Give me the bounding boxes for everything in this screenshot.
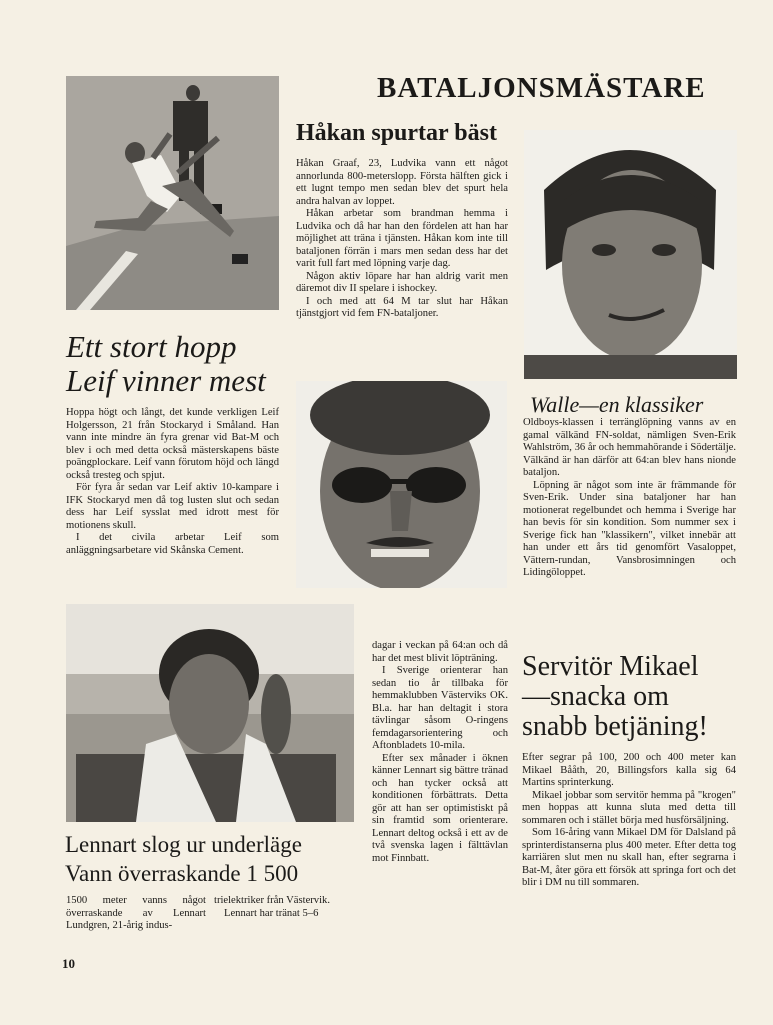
photo-walle bbox=[524, 130, 737, 379]
story5-paragraph: Mikael jobbar som servitör hemma på "krogen" men hoppas att kunna sluta med detta till sommaren och i stället börja med husförsäljning. bbox=[522, 789, 736, 826]
story1-paragraph: Håkan Graaf, 23, Ludvika vann ett något annorlunda 800-meterslopp. Första hälften gick i ett lugnt tempo men sedan blev det spurt hela andra halvan av loppet. bbox=[296, 158, 508, 207]
story4-col2 bbox=[214, 895, 354, 920]
story4-headline-line2: Vann överraskande 1 500 bbox=[65, 861, 299, 886]
story2-paragraph: I det civila arbetar Leif som anläggningsarbetare vid Skånska Cement. bbox=[66, 532, 279, 556]
story4-paragraph: Efter sex månader i öknen känner Lennart sig bättre tränad och han tycker också att konditionen förbättrats. Detta gör att han ser optimistiskt på sin framtid som orienterare. Lennart deltog också i ett av de två svenska lagen i fälttävlan mot Finnbatt. bbox=[372, 752, 508, 864]
story2-paragraph: Hoppa högt och långt, det kunde verkligen Leif Holgersson, 21 från Stockaryd i Småland. Han vann inte mindre än fyra grenar vid Bat-M och blev i och med detta också mästerskapens bäste poängplockare. Leif vann förutom höjd och längd också tresteg och spjut. bbox=[66, 407, 279, 481]
story1-body bbox=[296, 158, 508, 321]
story4-paragraph: Lennart har tränat 5–6 bbox=[224, 907, 319, 919]
story4-col3 bbox=[372, 640, 508, 865]
story5-headline-line3: snabb betjäning! bbox=[522, 711, 708, 742]
story1-paragraph: Håkan arbetar som brandman hemma i Ludvika och då har han den fördelen att han har möjlighet att träna i tjänsten. Håkan kom inte till bataljonen förrän i mars men sedan dess har det varit full fart med löpning varje dag. bbox=[296, 208, 508, 269]
story3-paragraph: Oldboys-klassen i terränglöpning vanns av en gamal välkänd FN-soldat, nämligen Sven-Erik Wahlström, 36 år och hemmahörande i Södertälje. Välkänd är han därför att 64:an blev hans nionde bataljon. bbox=[523, 417, 736, 478]
story1-paragraph: I och med att 64 M tar slut har Håkan tjänstgjort vid fem FN-bataljoner. bbox=[296, 295, 508, 319]
story4-headline-line1: Lennart slog ur underläge bbox=[65, 832, 302, 857]
story5-paragraph: Som 16-åring vann Mikael DM för Dalsland på sprinterdistanserna plus 400 meter. Efter detta tog karriären slut men nu skall han, efter segrarna i Bat-M, åter göra ett försök att springa fort och det blir i DM nu till sommaren. bbox=[522, 827, 736, 888]
story5-paragraph: Efter segrar på 100, 200 och 400 meter kan Mikael Bååth, 20, Billingsfors kalla sig 64 Martins sprinterkung. bbox=[522, 752, 736, 788]
story5-headline-line2: —snacka om bbox=[522, 681, 669, 712]
story2-body bbox=[66, 407, 279, 557]
story2-headline-line1: Ett stort hopp bbox=[66, 329, 237, 364]
story5-body bbox=[522, 752, 736, 890]
story2-paragraph: För fyra år sedan var Leif aktiv 10-kampare i IFK Stockaryd men då tog lusten slut och sedan dess har Leif sysslat med idrott mest för motionens skull. bbox=[66, 482, 279, 531]
story3-body bbox=[523, 417, 736, 580]
photo-jumper bbox=[66, 76, 279, 310]
story3-headline: Walle—en klassiker bbox=[530, 392, 704, 417]
story4-paragraph: I Sverige orienterar han sedan tio år tillbaka för hemmaklubben Västerviks OK. Bl.a. har han deltagit i stora tävlingar såsom O-ringens femdagarsorientering och Aftonbladets 10-mila. bbox=[372, 665, 508, 751]
photo-sunglasses-man bbox=[296, 381, 507, 588]
story4-headline bbox=[65, 830, 365, 888]
story1-headline: Håkan spurtar bäst bbox=[296, 120, 497, 146]
story4-paragraph: 1500 meter vanns något överraskande av Lennart Lundgren, 21-årig indus- bbox=[66, 895, 206, 931]
page-kicker: BATALJONSMÄSTARE bbox=[377, 72, 706, 104]
story3-paragraph: Löpning är något som inte är främmande för Sven-Erik. Under sina bataljoner har han motionerat regelbundet och hemma i Sverige har han bevis för sin kondition. Som nummer sex i Sverige fick han "klassikern", vilket innebär att han under ett års tid genomfört Vasaloppet, Vättern-rundan, Vansbrosimningen och Lidingöloppet. bbox=[523, 479, 736, 578]
story5-headline bbox=[522, 652, 752, 742]
story4-col1 bbox=[66, 895, 206, 933]
story2-headline-line2: Leif vinner mest bbox=[66, 363, 266, 398]
story1-paragraph: Någon aktiv löpare har han aldrig varit men däremot div II spelare i ishockey. bbox=[296, 270, 508, 294]
story5-headline-line1: Servitör Mikael bbox=[522, 651, 699, 682]
story4-paragraph: trielektriker från Västervik. bbox=[214, 895, 330, 906]
photo-lennart bbox=[66, 604, 354, 822]
story2-headline bbox=[66, 330, 296, 398]
story4-paragraph: dagar i veckan på 64:an och då har det mest blivit löpträning. bbox=[372, 640, 508, 664]
page-number: 10 bbox=[62, 956, 75, 971]
